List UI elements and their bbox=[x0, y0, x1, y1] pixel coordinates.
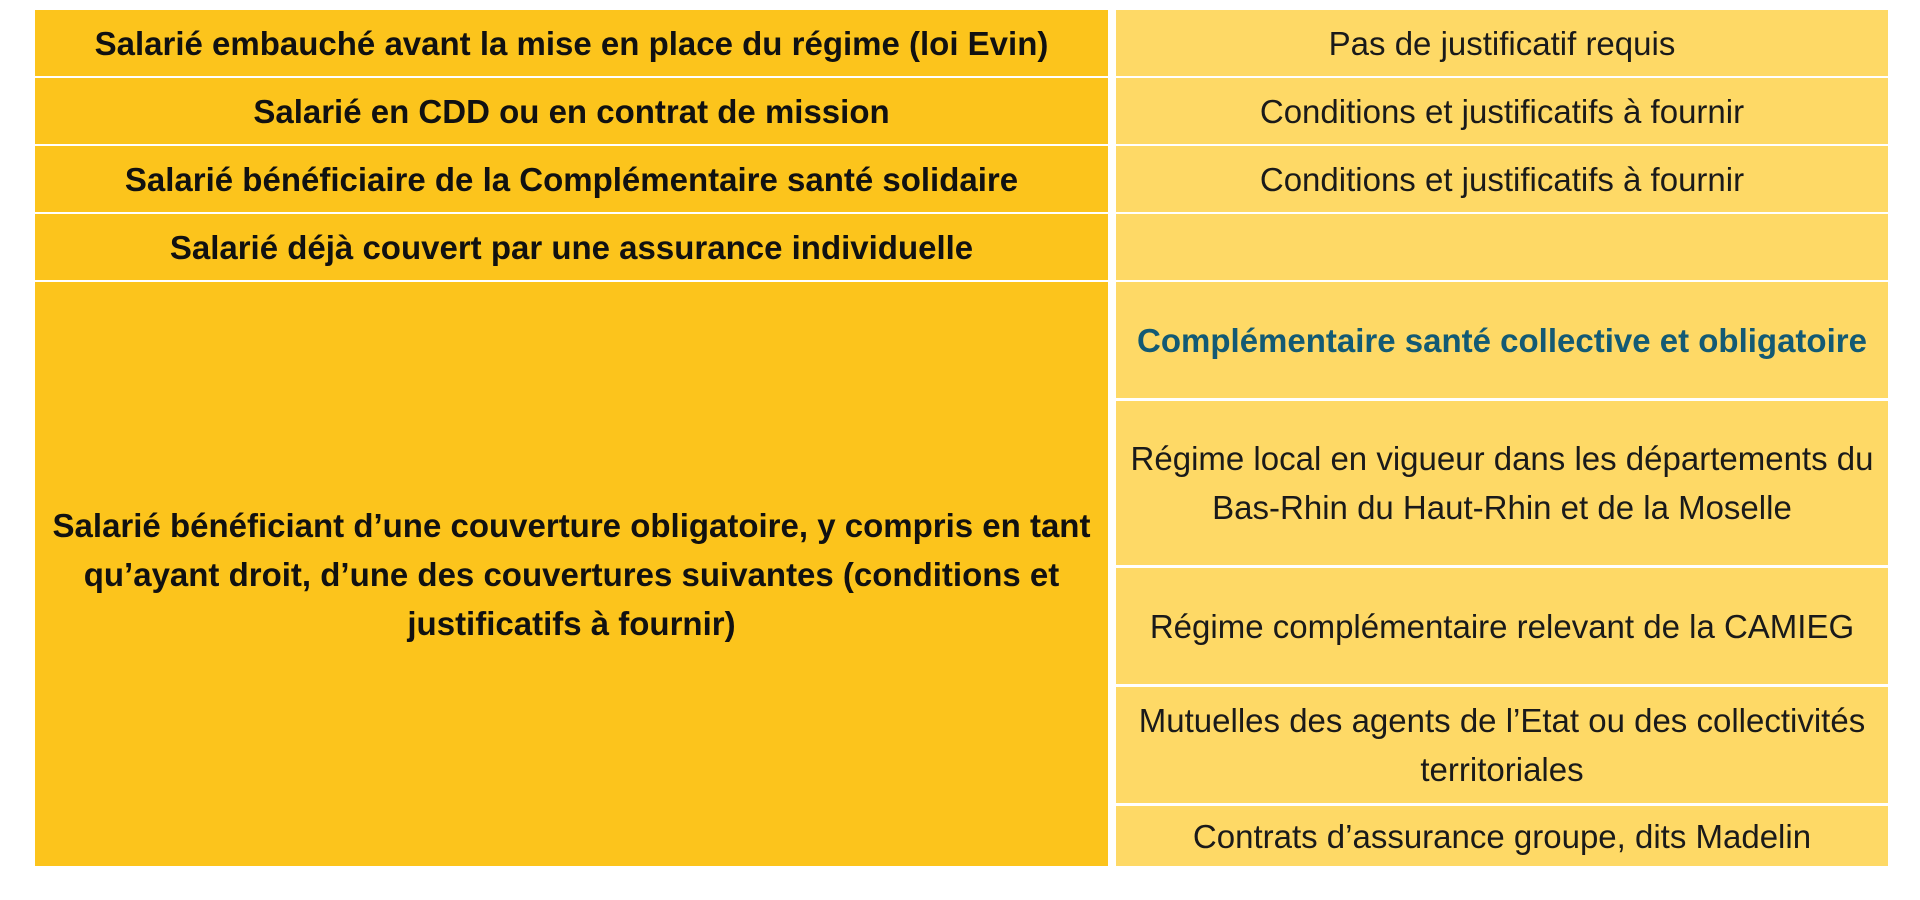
coverage-category-label: Salarié bénéficiant d’une couverture obligatoire, y compris en tant qu’ayant droit, d’une des couvertures suivantes (conditions et justificatifs à fournir) bbox=[52, 506, 1091, 642]
coverage-option-cell bbox=[1116, 806, 1888, 866]
row-condition-label: Conditions et justificatifs à fournir bbox=[1259, 92, 1745, 130]
row-category-label: Salarié déjà couvert par une assurance individuelle bbox=[169, 228, 974, 266]
row-condition-label: Pas de justificatif requis bbox=[1328, 24, 1676, 62]
coverage-option-label: Mutuelles des agents de l’Etat ou des collectivités territoriales bbox=[1138, 702, 1866, 788]
row-condition-label: Conditions et justificatifs à fournir bbox=[1259, 160, 1745, 198]
coverage-category-cell bbox=[35, 282, 1108, 866]
row-category-cell bbox=[35, 10, 1108, 76]
coverage-option-label: Contrats d’assurance groupe, dits Madelin bbox=[1192, 817, 1812, 855]
row-condition-cell bbox=[1116, 214, 1888, 280]
row-condition-cell bbox=[1116, 146, 1888, 212]
coverage-option-label: Régime local en vigueur dans les départements du Bas-Rhin du Haut-Rhin et de la Moselle bbox=[1130, 440, 1874, 526]
row-condition-cell bbox=[1116, 78, 1888, 144]
coverage-option-cell bbox=[1116, 282, 1888, 398]
row-category-cell bbox=[35, 214, 1108, 280]
row-category-label: Salarié bénéficiaire de la Complémentaire santé solidaire bbox=[124, 160, 1019, 198]
row-category-cell bbox=[35, 78, 1108, 144]
coverage-option-heading: Complémentaire santé collective et obligatoire bbox=[1137, 321, 1867, 359]
row-category-cell bbox=[35, 146, 1108, 212]
coverage-option-cell bbox=[1116, 401, 1888, 565]
coverage-option-label: Régime complémentaire relevant de la CAMIEG bbox=[1149, 607, 1855, 645]
row-category-label: Salarié en CDD ou en contrat de mission bbox=[253, 92, 890, 130]
row-condition-cell bbox=[1116, 10, 1888, 76]
row-category-label: Salarié embauché avant la mise en place du régime (loi Evin) bbox=[94, 24, 1049, 62]
coverage-option-cell bbox=[1116, 687, 1888, 803]
coverage-option-cell bbox=[1116, 568, 1888, 684]
exemption-table bbox=[35, 10, 1888, 866]
